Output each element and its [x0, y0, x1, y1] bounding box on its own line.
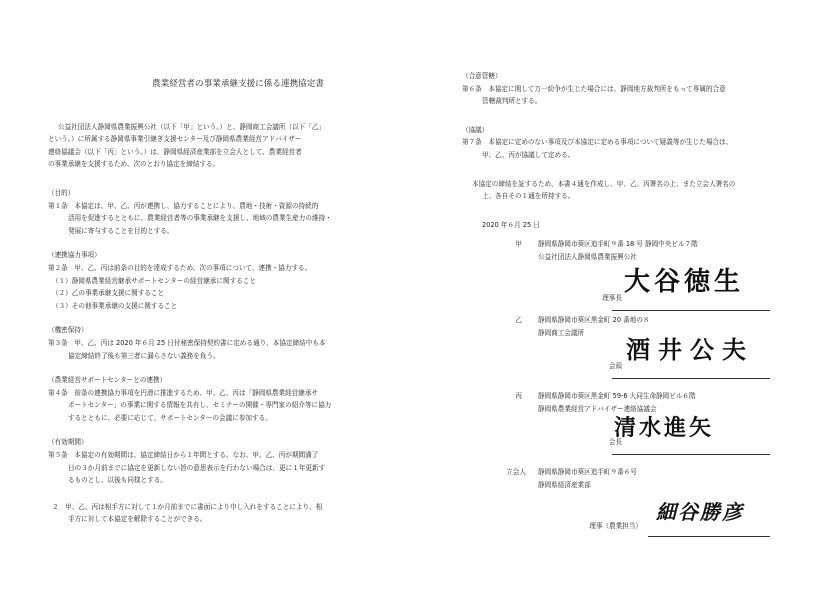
section-heading-purpose: （目的）	[48, 188, 75, 197]
party-address: 静岡県静岡市葵区追手町９番 18 号 静岡中央ビル７階	[538, 240, 698, 248]
closing-line: 上、各自その１通を所持する。	[482, 192, 575, 201]
list-item: （３）その他事業承継の支援に関すること	[52, 301, 178, 310]
signature-line	[648, 536, 770, 537]
article-line: 第１条 本協定は、甲、乙、丙が連携し、協力することにより、農地・技術・資源の持続的	[48, 201, 319, 210]
party-org: 公益社団法人静岡県農業振興公社	[538, 252, 637, 261]
article-7	[462, 136, 822, 161]
intro-line: 連絡協議会（以下「丙」という。）は、静岡県経済産業部を立会人として、農業経営者	[48, 147, 302, 156]
closing-line: 本協定の締結を証するため、本書４通を作成し、甲、乙、丙署名の上、また立会人署名の	[472, 179, 736, 188]
article-line: 第４条 前条の連携協力事項を円滑に推進するため、甲、乙、丙は「静岡県農業経営継承サ	[48, 388, 319, 397]
signatory-role: 理事（農業担当）	[589, 522, 642, 530]
article-4	[48, 387, 420, 425]
party-details	[538, 238, 698, 263]
article-line: 手方に対して本協定を解除することができる。	[68, 515, 207, 524]
article-line: 管轄裁判所とする。	[482, 97, 542, 106]
article-line: ポートセンター」の事業に関する情報を共有し、セミナーの開催・専門家の紹介等に協力	[68, 401, 332, 410]
article-line: 協定締結終了後も第三者に漏らさない義務を負う。	[68, 351, 220, 360]
party-address: 静岡県静岡市葵区黒金町 59-6 大同生命静岡ビル６階	[538, 392, 696, 400]
party-tag: 乙	[515, 316, 522, 324]
article-2	[48, 262, 420, 312]
right-column	[462, 70, 822, 530]
article-line: 第６条 本協定に関して万一紛争が生じた場合には、静岡地方裁判所をもって専属的合意	[462, 84, 726, 93]
article-line: ２ 甲、乙、丙は相手方に対して１か月前までに書面により申し入れをすることにより、相	[52, 502, 323, 511]
party-tag: 丙	[515, 392, 522, 400]
signatory-role: 理事長	[602, 294, 622, 302]
intro-line: という。）に所属する静岡県事業引継ぎ支援センター及び静岡県農業経営アドバイザー	[48, 135, 302, 144]
article-line: 日の３か月前までに協定を更新しない旨の意思表示を行わない場合は、更に１年更新す	[68, 463, 326, 472]
section-heading-cooperation: （連携協力事項）	[48, 251, 101, 260]
signature-line	[612, 378, 770, 379]
signature-line	[612, 310, 770, 311]
article-line: 第５条 本協定の有効期間は、協定締結日から１年間とする。なお、甲、乙、丙が期間満了	[48, 451, 319, 460]
signatory-role: 会長	[608, 438, 622, 446]
article-3	[48, 337, 420, 362]
party-address: 静岡県静岡市葵区黒金町 20 番地の８	[538, 316, 650, 324]
party-tag: 甲	[515, 240, 522, 248]
list-item: （２）乙の事業承継支援に関すること	[52, 289, 165, 298]
article-line: るものとし、以後も同様とする。	[68, 476, 167, 485]
article-line: 第３条 甲、乙、丙は 2020 年６月 25 日付秘密保持契約書に定める通り、本協定締結中も本	[48, 338, 326, 347]
article-line: 活用を促進するとともに、農業経営者等の事業承継を支援し、地域の農業生産力の維持・	[68, 214, 332, 223]
section-heading-validity: （有効期間）	[48, 438, 88, 447]
section-heading-consultation: （協議）	[462, 125, 489, 134]
list-item: （１）静岡県農業経営継承サポートセンターの経営継承に関すること	[52, 276, 256, 285]
intro-line: 公益社団法人静岡県農業振興公社（以下「甲」という。）と、静岡商工会議所（以下「乙」	[58, 122, 326, 131]
section-heading-support-center: （農業経営サポートセンターとの連携）	[48, 376, 167, 385]
signature-line	[612, 454, 770, 455]
signature-mark: 酒井公夫	[626, 335, 754, 364]
intro-paragraph	[48, 121, 420, 171]
party-details	[538, 390, 696, 415]
article-line: 甲、乙、丙が協議して定める。	[482, 150, 575, 159]
article-1	[48, 200, 420, 238]
left-column	[48, 78, 420, 526]
article-line: 第２条 甲、乙、丙は前条の目的を達成するため、次の事項について、連携・協力する。	[48, 263, 312, 272]
document-title: 農業経営者の事業承継支援に係る連携協定書	[152, 79, 324, 89]
signature-mark: 清水進矢	[614, 415, 715, 441]
article-line: 発展に寄与することを目的とする。	[68, 226, 174, 235]
party-org: 静岡県農業経営アドバイザー連絡協議会	[538, 404, 657, 413]
party-org: 静岡商工会議所	[538, 328, 585, 337]
section-heading-confidentiality: （機密保持）	[48, 326, 88, 335]
intro-line: の事業承継を支援するため、次のとおり協定を締結する。	[48, 160, 220, 169]
article-line: するとともに、必要に応じて、サポートセンターの会議に参加する。	[68, 413, 272, 422]
party-tag: 立会人	[506, 468, 526, 476]
signatory-role: 会頭	[608, 362, 622, 370]
agreement-date: 2020 年６月 25 日	[482, 220, 540, 229]
article-6	[462, 83, 822, 108]
signature-mark: 大谷徳生	[624, 267, 745, 297]
closing-paragraph	[462, 178, 822, 203]
party-org: 静岡県経済産業部	[538, 480, 591, 489]
section-heading-jurisdiction: （合意管轄）	[462, 72, 502, 80]
article-line: 第７条 本協定に定めのない事項及び本協定に定める事項について疑義等が生じた場合は、	[462, 138, 733, 147]
article-5	[48, 449, 420, 526]
signature-mark: 細谷勝彦	[656, 500, 744, 524]
party-details	[538, 466, 637, 491]
party-address: 静岡県静岡市葵区追手町９番６号	[538, 468, 637, 476]
